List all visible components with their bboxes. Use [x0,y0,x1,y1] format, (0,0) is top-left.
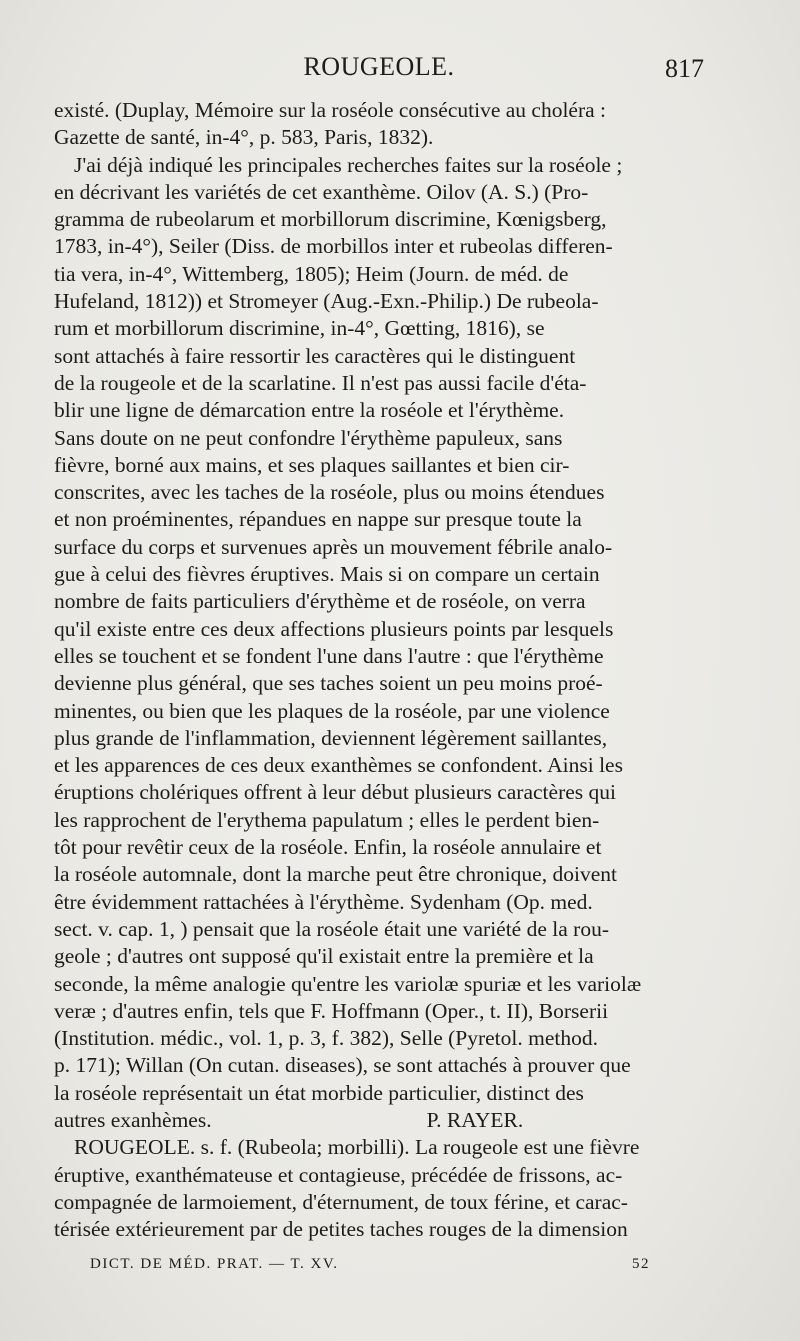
text-line: minentes, ou bien que les plaques de la roséole, par une violence [54,698,610,723]
text-line: veræ ; d'autres enfin, tels que F. Hoffmann (Oper., t. II), Borserii [54,998,609,1023]
text-line: autres exanhèmes. P. RAYER. [54,1107,524,1132]
text-line: nombre de faits particuliers d'érythème et de roséole, on verra [54,589,586,614]
text-line: 1783, in-4°), Seiler (Diss. de morbillos inter et rubeolas differen- [54,234,613,259]
text-line: sont attachés à faire ressortir les caractères qui le distinguent [54,343,576,368]
text-line: rum et morbillorum discrimine, in-4°, Gœtting, 1816), se [54,316,545,341]
text-line: compagnée de larmoiement, d'éternument, de toux férine, et carac- [54,1189,628,1214]
text-line: existé. (Duplay, Mémoire sur la roséole consécutive au choléra : [54,98,607,122]
text-line: (Institution. médic., vol. 1, p. 3, f. 382), Selle (Pyretol. method. [54,1026,598,1051]
text-line: la roséole automnale, dont la marche peut être chronique, doivent [54,862,617,887]
text-line: Gazette de santé, in-4°, p. 583, Paris, 1832). [54,125,434,150]
page-header [54,52,704,94]
text-line: elles se touchent et se fondent l'une dans l'autre : que l'érythème [54,643,604,668]
text-line: conscrites, avec les taches de la roséole, plus ou moins étendues [54,480,605,505]
text-line: Sans doute on ne peut confondre l'érythème papuleux, sans [54,425,563,450]
text-line: qu'il existe entre ces deux affections plusieurs points par lesquels [54,616,614,641]
text-line: térisée extérieurement par de petites taches rouges de la dimension [54,1217,628,1242]
text-line: Hufeland, 1812)) et Stromeyer (Aug.-Exn.-Philip.) De rubeola- [54,289,599,314]
text-line: en décrivant les variétés de cet exanthème. Oilov (A. S.) (Pro- [54,179,589,204]
text-line: tia vera, in-4°, Wittemberg, 1805); Heim (Journ. de méd. de [54,261,569,286]
text-line: seconde, la même analogie qu'entre les variolæ spuriæ et les variolæ [54,971,642,996]
text-line: la roséole représentait un état morbide particulier, distinct des [54,1080,584,1105]
text-line: les rapprochent de l'erythema papulatum ; elles le perdent bien- [54,807,600,832]
text-line: surface du corps et survenues après un mouvement fébrile analo- [54,534,613,559]
text-line: plus grande de l'inflammation, deviennent légèrement saillantes, [54,725,608,750]
body-text [54,97,704,1243]
text-line: et non proéminentes, répandues en nappe sur presque toute la [54,507,582,532]
text-line: de la rougeole et de la scarlatine. Il n'est pas aussi facile d'éta- [54,370,587,395]
text-line: gue à celui des fièvres éruptives. Mais si on compare un certain [54,562,600,587]
printer-signature: DICT. DE MÉD. PRAT. — T. XV. [90,1256,339,1272]
page-number: 817 [665,54,704,83]
text-line: geole ; d'autres ont supposé qu'il existait entre la première et la [54,944,594,969]
text-line: devienne plus général, que ses taches soient un peu moins proé- [54,671,603,696]
text-line: p. 171); Willan (On cutan. diseases), se sont attachés à prouver que [54,1053,631,1078]
running-title: ROUGEOLE. [303,52,455,81]
text-line: être évidemment rattachées à l'érythème. Sydenham (Op. med. [54,889,593,914]
text-line: blir une ligne de démarcation entre la roséole et l'érythème. [54,398,565,423]
text-line: et les apparences de ces deux exanthèmes se confondent. Ainsi les [54,753,623,778]
text-line: éruptions cholériques offrent à leur début plusieurs caractères qui [54,780,616,805]
text-line: tôt pour revêtir ceux de la roséole. Enfin, la roséole annulaire et [54,835,602,860]
text-line: sect. v. cap. 1, ) pensait que la roséole était une variété de la rou- [54,916,609,941]
text-line: ROUGEOLE. s. f. (Rubeola; morbilli). La rougeole est une fièvre [74,1135,640,1160]
text-line: J'ai déjà indiqué les principales recherches faites sur la roséole ; [74,152,623,177]
text-line: éruptive, exanthémateuse et contagieuse, précédée de frissons, ac- [54,1162,623,1187]
text-line: fièvre, borné aux mains, et ses plaques saillantes et bien cir- [54,452,570,477]
signature-mark: 52 [632,1256,650,1272]
text-line: gramma de rubeolarum et morbillorum discrimine, Kœnigsberg, [54,207,607,232]
page-footer [90,1256,650,1280]
